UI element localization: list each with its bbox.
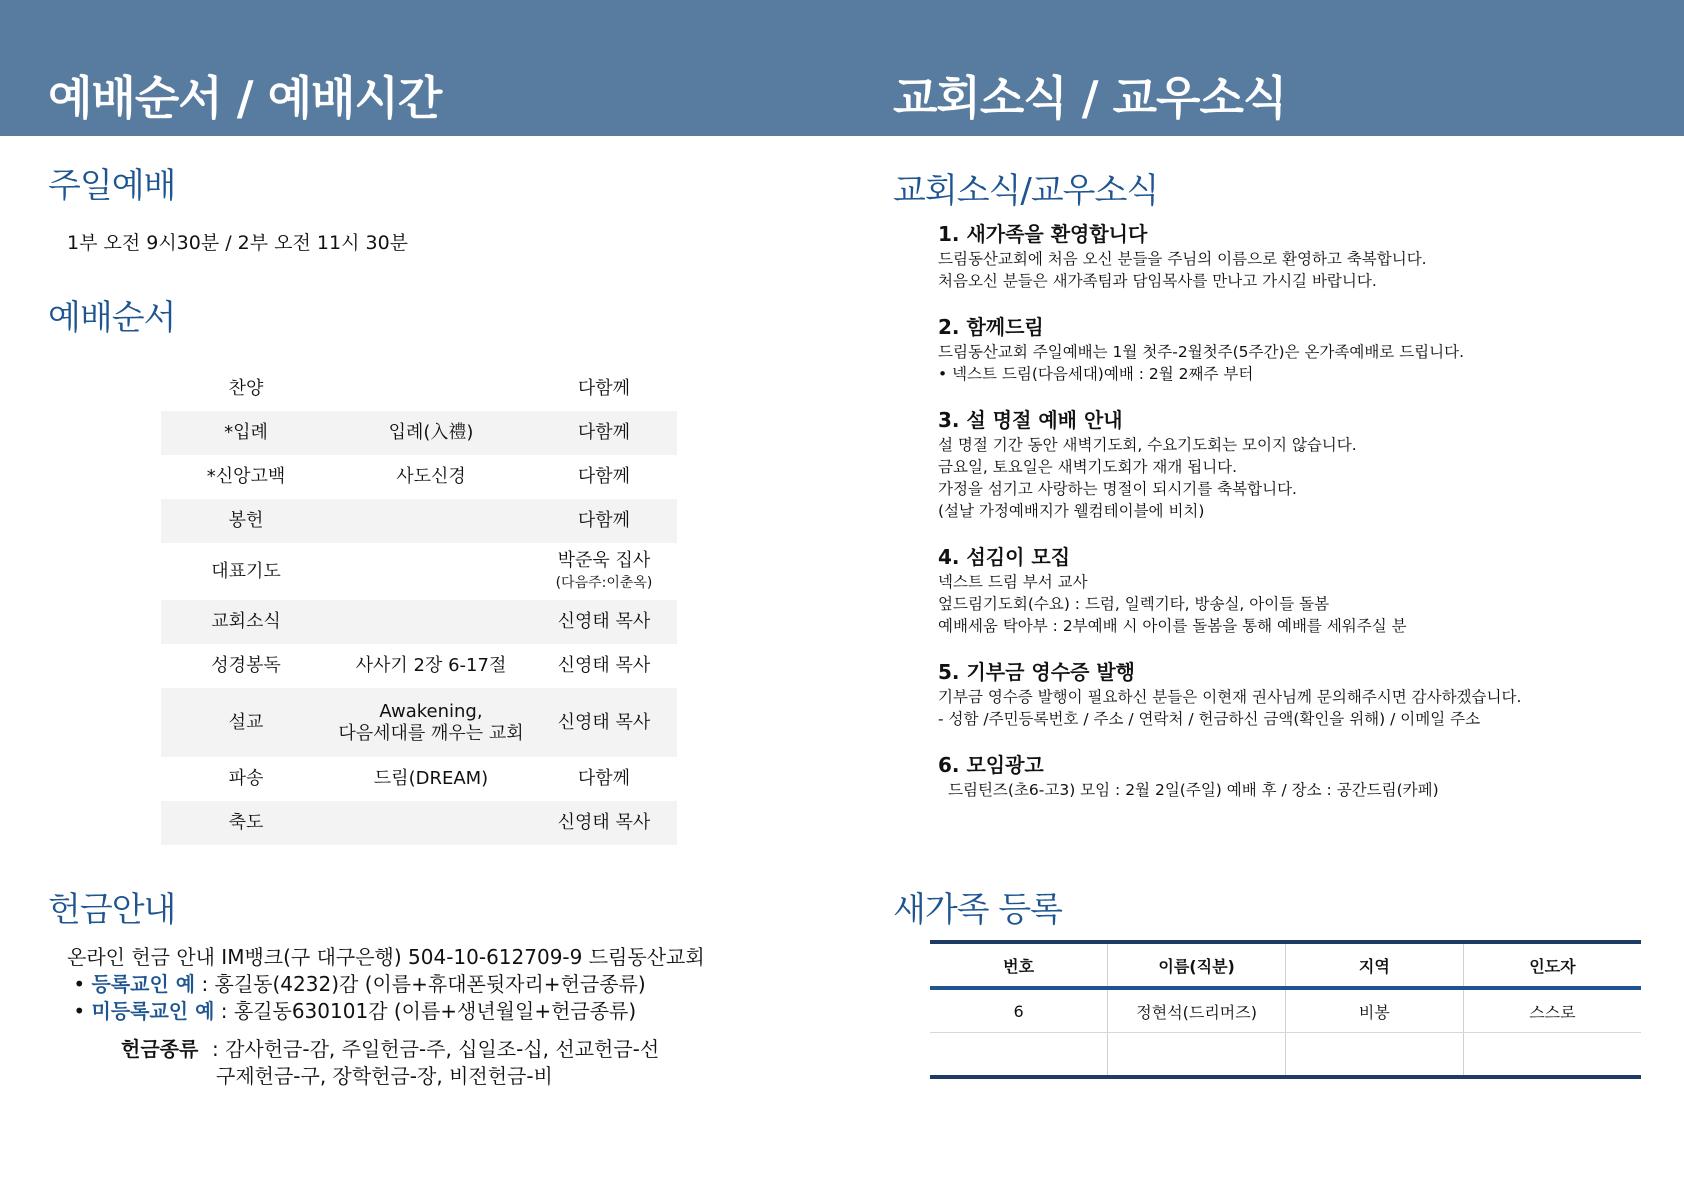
newfamily-cell: 스스로 (1463, 988, 1641, 1033)
order-content-text: Awakening, (379, 700, 483, 722)
order-item: *신앙고백 (206, 466, 286, 487)
order-content (331, 757, 531, 801)
newfamily-title: 새가족 등록 (893, 890, 1063, 930)
order-content (331, 644, 531, 688)
order-content-text: 사사기 2장 6-17절 (355, 655, 507, 676)
offering-guide (67, 944, 705, 1025)
offering-kinds-line2: 구제헌금-구, 장학헌금-장, 비전헌금-비 (216, 1064, 553, 1088)
news-line: 금요일, 토요일은 새벽기도회가 재개 됩니다. (938, 458, 1238, 476)
news-line: • 넥스트 드림(다음세대)예배 : 2월 2째주 부터 (938, 365, 1254, 383)
order-leader (531, 688, 677, 757)
newfamily-cell (1463, 1033, 1641, 1078)
news-title: 교회소식/교우소식 (893, 171, 1159, 211)
order-content-text: 드림(DREAM) (373, 768, 489, 789)
order-item: 교회소식 (161, 600, 331, 644)
newfamily-header-cell: 지역 (1286, 942, 1464, 988)
order-leader (531, 543, 677, 600)
order-item: 파송 (228, 768, 264, 789)
news-line: 드림동산교회에 처음 오신 분들을 주님의 이름으로 환영하고 축복합니다. (938, 250, 1427, 268)
worship-order-table (161, 367, 677, 845)
newfamily-row (930, 1033, 1641, 1078)
order-row (161, 455, 677, 499)
news-heading: 4. 섬김이 모집 (938, 545, 1071, 569)
news-heading: 2. 함께드림 (938, 315, 1044, 339)
order-content-text: 입례(入禮) (388, 422, 474, 443)
news-heading: 5. 기부금 영수증 발행 (938, 660, 1135, 684)
order-row (161, 688, 677, 757)
news-line: 드림틴즈(초6-고3) 모임 : 2월 2일(주일) 예배 후 / 장소 : 공간드림(카페) (948, 781, 1439, 799)
newfamily-cell: 6 (930, 988, 1108, 1033)
order-leader-note: (다음주:이춘옥) (555, 574, 653, 591)
newfamily-header-cell: 인도자 (1463, 942, 1641, 988)
unregistered-text: : 홍길동630101감 (이름+생년월일+헌금종류) (214, 999, 637, 1023)
order-item: 축도 (161, 801, 331, 845)
order-row (161, 499, 677, 543)
newfamily-cell (930, 1033, 1108, 1078)
news-line: - 성함 /주민등록번호 / 주소 / 연락처 / 헌금하신 금액(확인을 위해) / 이메일 주소 (938, 710, 1481, 728)
news-line: 가정을 섬기고 사랑하는 명절이 되시기를 축복합니다. (938, 480, 1297, 498)
order-leader (531, 367, 677, 411)
order-content (331, 600, 531, 644)
registered-text: : 홍길동(4232)감 (이름+휴대폰뒷자리+헌금종류) (195, 972, 646, 996)
news-item (938, 313, 1618, 385)
order-leader-name: 신영태 목사 (557, 812, 651, 833)
order-leader (531, 499, 677, 543)
order-leader-name: 다함께 (577, 422, 631, 443)
offering-kinds-label: 헌금종류 (121, 1037, 199, 1061)
news-line: (설날 가정예배지가 웰컴테이블에 비치) (938, 502, 1205, 520)
unregistered-label: 미등록교인 예 (91, 999, 215, 1023)
newfamily-header-row (930, 942, 1641, 988)
order-row (161, 600, 677, 644)
order-item: *입례 (161, 411, 331, 455)
order-row (161, 644, 677, 688)
order-leader-name: 다함께 (577, 466, 631, 487)
order-item: 성경봉독 (211, 655, 281, 676)
order-content-text-2: 다음세대를 깨우는 교회 (338, 722, 524, 744)
registered-label: 등록교인 예 (91, 972, 196, 996)
left-banner-title: 예배순서 / 예배시간 (48, 71, 442, 125)
order-row (161, 757, 677, 801)
news-item (938, 220, 1618, 292)
order-item: 설교 (161, 688, 331, 757)
news-line: 엎드림기도회(수요) : 드럼, 일렉기타, 방송실, 아이들 돌봄 (938, 595, 1330, 613)
news-item (938, 543, 1618, 637)
right-banner-title: 교회소식 / 교우소식 (893, 71, 1287, 125)
order-leader-name: 신영태 목사 (557, 655, 651, 676)
order-row (161, 411, 677, 455)
order-content (331, 499, 531, 543)
order-leader (531, 455, 677, 499)
order-leader (531, 757, 677, 801)
order-row (161, 801, 677, 845)
newfamily-row (930, 988, 1641, 1033)
unregistered-example: • 미등록교인 예 : 홍길동630101감 (이름+생년월일+헌금종류) (67, 999, 637, 1023)
order-item: 찬양 (228, 378, 264, 399)
order-content (331, 543, 531, 600)
news-heading: 6. 모임광고 (938, 753, 1044, 777)
newfamily-header-cell: 이름(직분) (1108, 942, 1286, 988)
order-item: 대표기도 (211, 560, 281, 582)
service-times: 1부 오전 9시30분 / 2부 오전 11시 30분 (67, 232, 409, 254)
order-content (331, 688, 531, 757)
order-row (161, 367, 677, 411)
order-leader-name: 신영태 목사 (557, 611, 651, 632)
newfamily-header-cell: 번호 (930, 942, 1108, 988)
news-line: 드림동산교회 주일예배는 1월 첫주-2월첫주(5주간)은 온가족예배로 드립니다. (938, 343, 1465, 361)
news-line: 기부금 영수증 발행이 필요하신 분들은 이현재 권사님께 문의해주시면 감사하겠습니다. (938, 688, 1522, 706)
order-item: 봉헌 (161, 499, 331, 543)
order-leader-name: 다함께 (577, 378, 631, 399)
order-title: 예배순서 (48, 298, 176, 338)
order-content (331, 367, 531, 411)
news-line: 처음오신 분들은 새가족팀과 담임목사를 만나고 가시길 바랍니다. (938, 272, 1377, 290)
offering-title: 헌금안내 (48, 890, 176, 930)
online-offering-info: 온라인 헌금 안내 IM뱅크(구 대구은행) 504-10-612709-9 드림동산교회 (67, 945, 705, 969)
order-leader-name: 박준욱 집사 (557, 549, 651, 571)
news-item (938, 751, 1618, 801)
order-content (331, 455, 531, 499)
news-line: 넥스트 드림 부서 교사 (938, 573, 1088, 591)
newfamily-cell (1286, 1033, 1464, 1078)
news-item (938, 406, 1618, 522)
newfamily-cell: 정현석(드리머즈) (1108, 988, 1286, 1033)
news-line: 예배세움 탁아부 : 2부예배 시 아이를 돌봄을 통해 예배를 세워주실 분 (938, 617, 1407, 635)
news-line: 설 명절 기간 동안 새벽기도회, 수요기도회는 모이지 않습니다. (938, 436, 1357, 454)
news-item (938, 658, 1618, 730)
order-leader (531, 801, 677, 845)
order-row (161, 543, 677, 600)
order-content-text: 사도신경 (396, 466, 466, 487)
order-leader-name: 다함께 (577, 768, 631, 789)
order-leader (531, 600, 677, 644)
registered-example: • 등록교인 예 : 홍길동(4232)감 (이름+휴대폰뒷자리+헌금종류) (67, 972, 646, 996)
offering-kinds (121, 1036, 659, 1090)
order-content (331, 411, 531, 455)
newfamily-table (930, 940, 1641, 1079)
order-leader (531, 644, 677, 688)
newfamily-cell (1108, 1033, 1286, 1078)
order-content (331, 801, 531, 845)
sunday-service-title: 주일예배 (48, 166, 176, 206)
news-list (938, 220, 1618, 822)
offering-kinds-line1: : 감사헌금-감, 주일헌금-주, 십일조-십, 선교헌금-선 (212, 1037, 660, 1061)
order-leader-name: 다함께 (577, 510, 631, 531)
order-leader-name: 신영태 목사 (557, 711, 651, 733)
order-leader (531, 411, 677, 455)
news-heading: 3. 설 명절 예배 안내 (938, 408, 1123, 432)
newfamily-cell: 비봉 (1286, 988, 1464, 1033)
news-heading: 1. 새가족을 환영합니다 (938, 222, 1148, 246)
